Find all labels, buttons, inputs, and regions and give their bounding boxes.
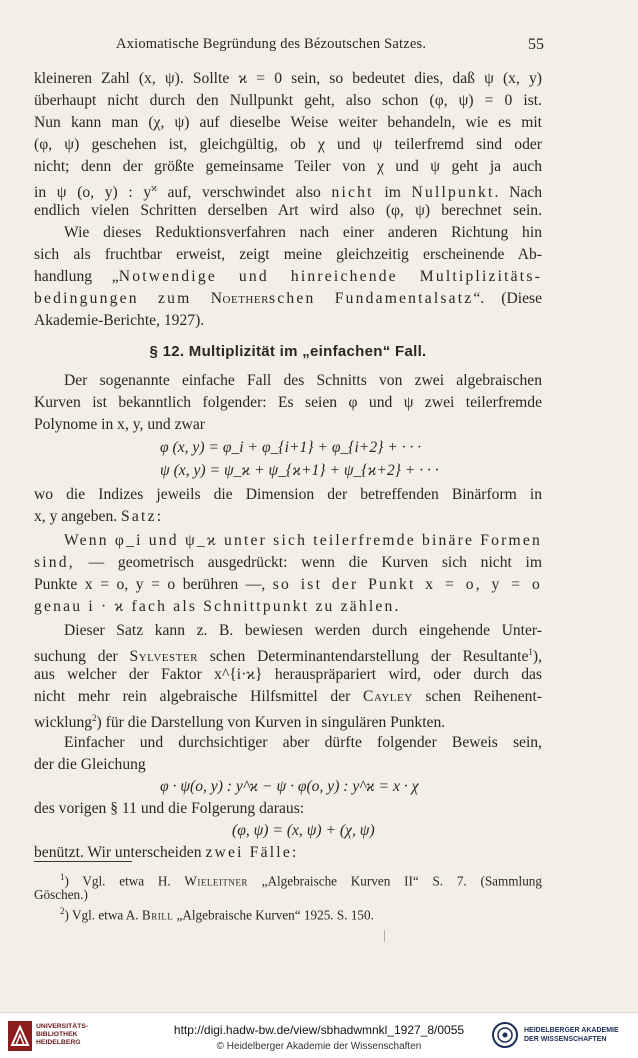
permalink-url[interactable]: http://digi.hadw-bw.de/view/sbhadwmnkl_1927_8/0055 bbox=[173, 1023, 465, 1037]
running-head: Axiomatische Begründung des Bézoutschen Satzes. bbox=[116, 36, 427, 52]
text-line: wicklung$^2$) für die Darstellung von Kurven in singulären Punkten. bbox=[34, 713, 446, 732]
text-line: der die Gleichung bbox=[34, 756, 146, 773]
text-line: Akademie-Berichte, 1927). bbox=[34, 312, 205, 329]
text-line: endlich vielen Schritten derselben Art wird also (φ, ψ) berechnet sein. bbox=[34, 202, 542, 219]
formula-phi: φ (x, y) = φ_i + φ_{i+1} + φ_{i+2} + · · · bbox=[160, 439, 422, 456]
text-line: in ψ (o, y) : $y^ϰ$ auf, verschwindet also nicht im Nullpunkt. Nach bbox=[34, 183, 542, 202]
copyright-notice: © Heidelberger Akademie der Wissenschaften bbox=[216, 1041, 422, 1052]
text-line: Der sogenannte einfache Fall des Schnitts von zwei algebraischen bbox=[64, 372, 542, 389]
text-line: (φ, ψ) geschehen ist, gleichgültig, ob χ und ψ teilerfremd sind oder bbox=[34, 136, 542, 153]
text-line: x, y angeben. Satz: bbox=[34, 508, 164, 525]
text-line: handlung „Notwendige und hinreichende Multiplizitäts- bbox=[34, 268, 543, 285]
footnote-line: $^2$) Vgl. etwa A. Brill „Algebraische Kurven“ 1925. S. 150. bbox=[60, 906, 374, 923]
text-line: Wie dieses Reduktionsverfahren nach einer anderen Richtung hin bbox=[64, 224, 542, 241]
text-line: überhaupt nicht durch den Nullpunkt geht, also schon (φ, ψ) = 0 ist. bbox=[34, 92, 542, 109]
text-line: wo die Indizes jeweils die Dimension der betreffenden Binärform in bbox=[34, 486, 542, 503]
scan-mark bbox=[384, 930, 385, 942]
page-number: 55 bbox=[528, 36, 544, 53]
text-line: Dieser Satz kann z. B. bewiesen werden durch eingehende Unter- bbox=[64, 622, 542, 639]
academy-logo-icon[interactable] bbox=[492, 1022, 518, 1048]
formula-psi: ψ (x, y) = ψ_ϰ + ψ_{ϰ+1} + ψ_{ϰ+2} + · · · bbox=[160, 462, 439, 479]
footnote-rule bbox=[34, 861, 132, 862]
formula-main-equation: φ · ψ(o, y) : y^ϰ − ψ · φ(o, y) : y^ϰ = x · χ bbox=[160, 778, 419, 795]
section-heading: § 12. Multiplizität im „einfachen“ Fall. bbox=[149, 343, 427, 360]
text-line: nicht mehr rein algebraische Hilfsmittel der Cayley schen Reihenent- bbox=[34, 688, 542, 705]
text-line: suchung der Sylvester schen Determinantendarstellung der Resultante$^1$), bbox=[34, 647, 542, 666]
text-line: aus welcher der Faktor x^{i·ϰ} herauspräpariert wird, oder durch das bbox=[34, 666, 542, 683]
text-line: Punkte x = o, y = o berühren —, so ist der Punkt x = o, y = o bbox=[34, 576, 542, 593]
text-line: genau i · ϰ fach als Schnittpunkt zu zählen. bbox=[34, 598, 401, 615]
text-line: Nun kann man (χ, ψ) auf dieselbe Weise weiter behandeln, wie es mit bbox=[34, 114, 542, 131]
text-line: Wenn φ_i und ψ_ϰ unter sich teilerfremde binäre Formen bbox=[64, 532, 542, 549]
footer-bar bbox=[0, 1012, 638, 1058]
formula-consequence: (φ, ψ) = (x, ψ) + (χ, ψ) bbox=[232, 822, 375, 839]
text-line: benützt. Wir unterscheiden zwei Fälle: bbox=[34, 844, 299, 861]
text-line: Einfacher und durchsichtiger aber dürfte folgender Beweis sein, bbox=[64, 734, 542, 751]
text-line: Kurven ist bekanntlich folgender: Es seien φ und ψ zwei teilerfremde bbox=[34, 394, 542, 411]
text-line: bedingungen zum Noetherschen Fundamentalsatz“. (Diese bbox=[34, 290, 542, 307]
academy-name[interactable]: HEIDELBERGER AKADEMIE DER WISSENSCHAFTEN bbox=[524, 1027, 619, 1043]
text-line: Polynome in x, y, und zwar bbox=[34, 416, 205, 433]
text-line: nicht; denn der größte gemeinsame Teiler von χ und ψ geht ja auch bbox=[34, 158, 542, 175]
text-line: des vorigen § 11 und die Folgerung daraus: bbox=[34, 800, 305, 817]
text-line: sind, — geometrisch ausgedrückt: wenn die Kurven sich nicht im bbox=[34, 554, 542, 571]
text-line: sich als fruchtbar erweist, zeigt meine gleichzeitig erscheinende Ab- bbox=[34, 246, 542, 263]
text-line: kleineren Zahl (x, ψ). Sollte ϰ = 0 sein, so bedeutet dies, daß ψ (x, y) bbox=[34, 70, 542, 87]
university-library-name[interactable]: UNIVERSITÄTS- BIBLIOTHEK HEIDELBERG bbox=[36, 1023, 89, 1046]
university-library-logo-icon[interactable] bbox=[8, 1021, 32, 1051]
footnote-line: Göschen.) bbox=[34, 887, 88, 902]
footnote-line: $^1$) Vgl. etwa H. Wieleitner „Algebraische Kurven II“ S. 7. (Sammlung bbox=[60, 872, 542, 889]
